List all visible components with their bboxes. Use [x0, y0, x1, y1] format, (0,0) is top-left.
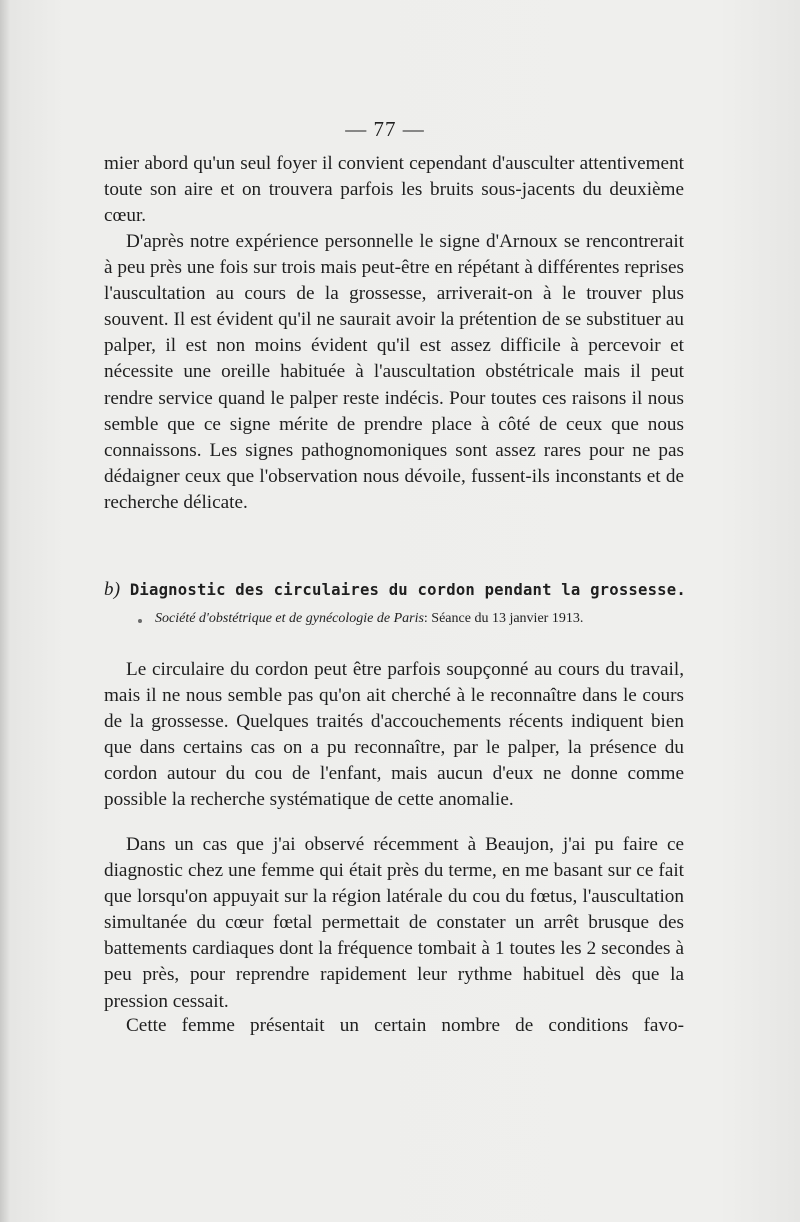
citation-session: : Séance du 13 janvier 1913. [423, 611, 584, 626]
section-title: Diagnostic des circulaires du cordon pendant la grossesse. [129, 581, 686, 599]
paragraph-arnoux-sign: D'après notre expérience personnelle le signe d'Arnoux se rencontrerait à peu près une fois sur trois mais peut-être en répétant à différentes reprises l'auscultation au cours de la grossesse, arriverait-on à le trouver plus souvent. Il est évident qu'il ne saurait avoir la prétention de se substituer au palper, il est non moins évident qu'il est assez difficile à percevoir et nécessite une oreille habituée à l'auscultation obstétricale mais il peut rendre service quand le palper reste indécis. Pour toutes ces raisons il nous semble que ce signe mérite de prendre place à côté de ceux que nous connaissons. Les signes pathognomoniques sont assez rares pour ne pas dédaigner ceux que l'observation nous dévoile, fussent-ils inconstants et de recherche délicate. [104, 231, 684, 513]
citation-society: Société d'obstétrique et de gynécologie de Paris [155, 611, 424, 626]
section-label: b) [104, 579, 121, 600]
paragraph-case-beaujon: Dans un cas que j'ai observé récemment à Beaujon, j'ai pu faire ce diagnostic chez une femme qui était près du terme, en me basant sur ce fait que lorsqu'on appuyait sur la région latérale du cou du fœtus, l'auscultation simultanée du cœur fœtal permettait de constater un arrêt brusque des battements cardiaques dont la fréquence tombait à 1 toutes les 2 secondes à peu près, pour reprendre rapidement leur rythme habituel dès que la pression cessait. [104, 834, 684, 1012]
paragraph-continuation: mier abord qu'un seul foyer il convient cependant d'ausculter attentivement toute son aire et on trouvera parfois les bruits sous-jacents du deuxième cœur. [104, 153, 684, 227]
page-number: — 77 — [345, 117, 425, 141]
page-edge-shadow [0, 0, 10, 1222]
citation [155, 611, 645, 627]
margin-dot [138, 619, 142, 623]
section-heading [104, 579, 704, 601]
paragraph-circulaire: Le circulaire du cordon peut être parfois soupçonné au cours du travail, mais il ne nous semble pas qu'on ait cherché à le reconnaître dans le cours de la grossesse. Quelques traités d'accouchements récents indiquent bien que dans certains cas on a pu reconnaître, par le palper, la présence du cordon autour du cou de l'enfant, mais aucun d'eux ne donne comme possible la recherche systématique de cette anomalie. [104, 659, 684, 811]
paragraph-conditions: Cette femme présentait un certain nombre de conditions favo- [126, 1015, 684, 1036]
